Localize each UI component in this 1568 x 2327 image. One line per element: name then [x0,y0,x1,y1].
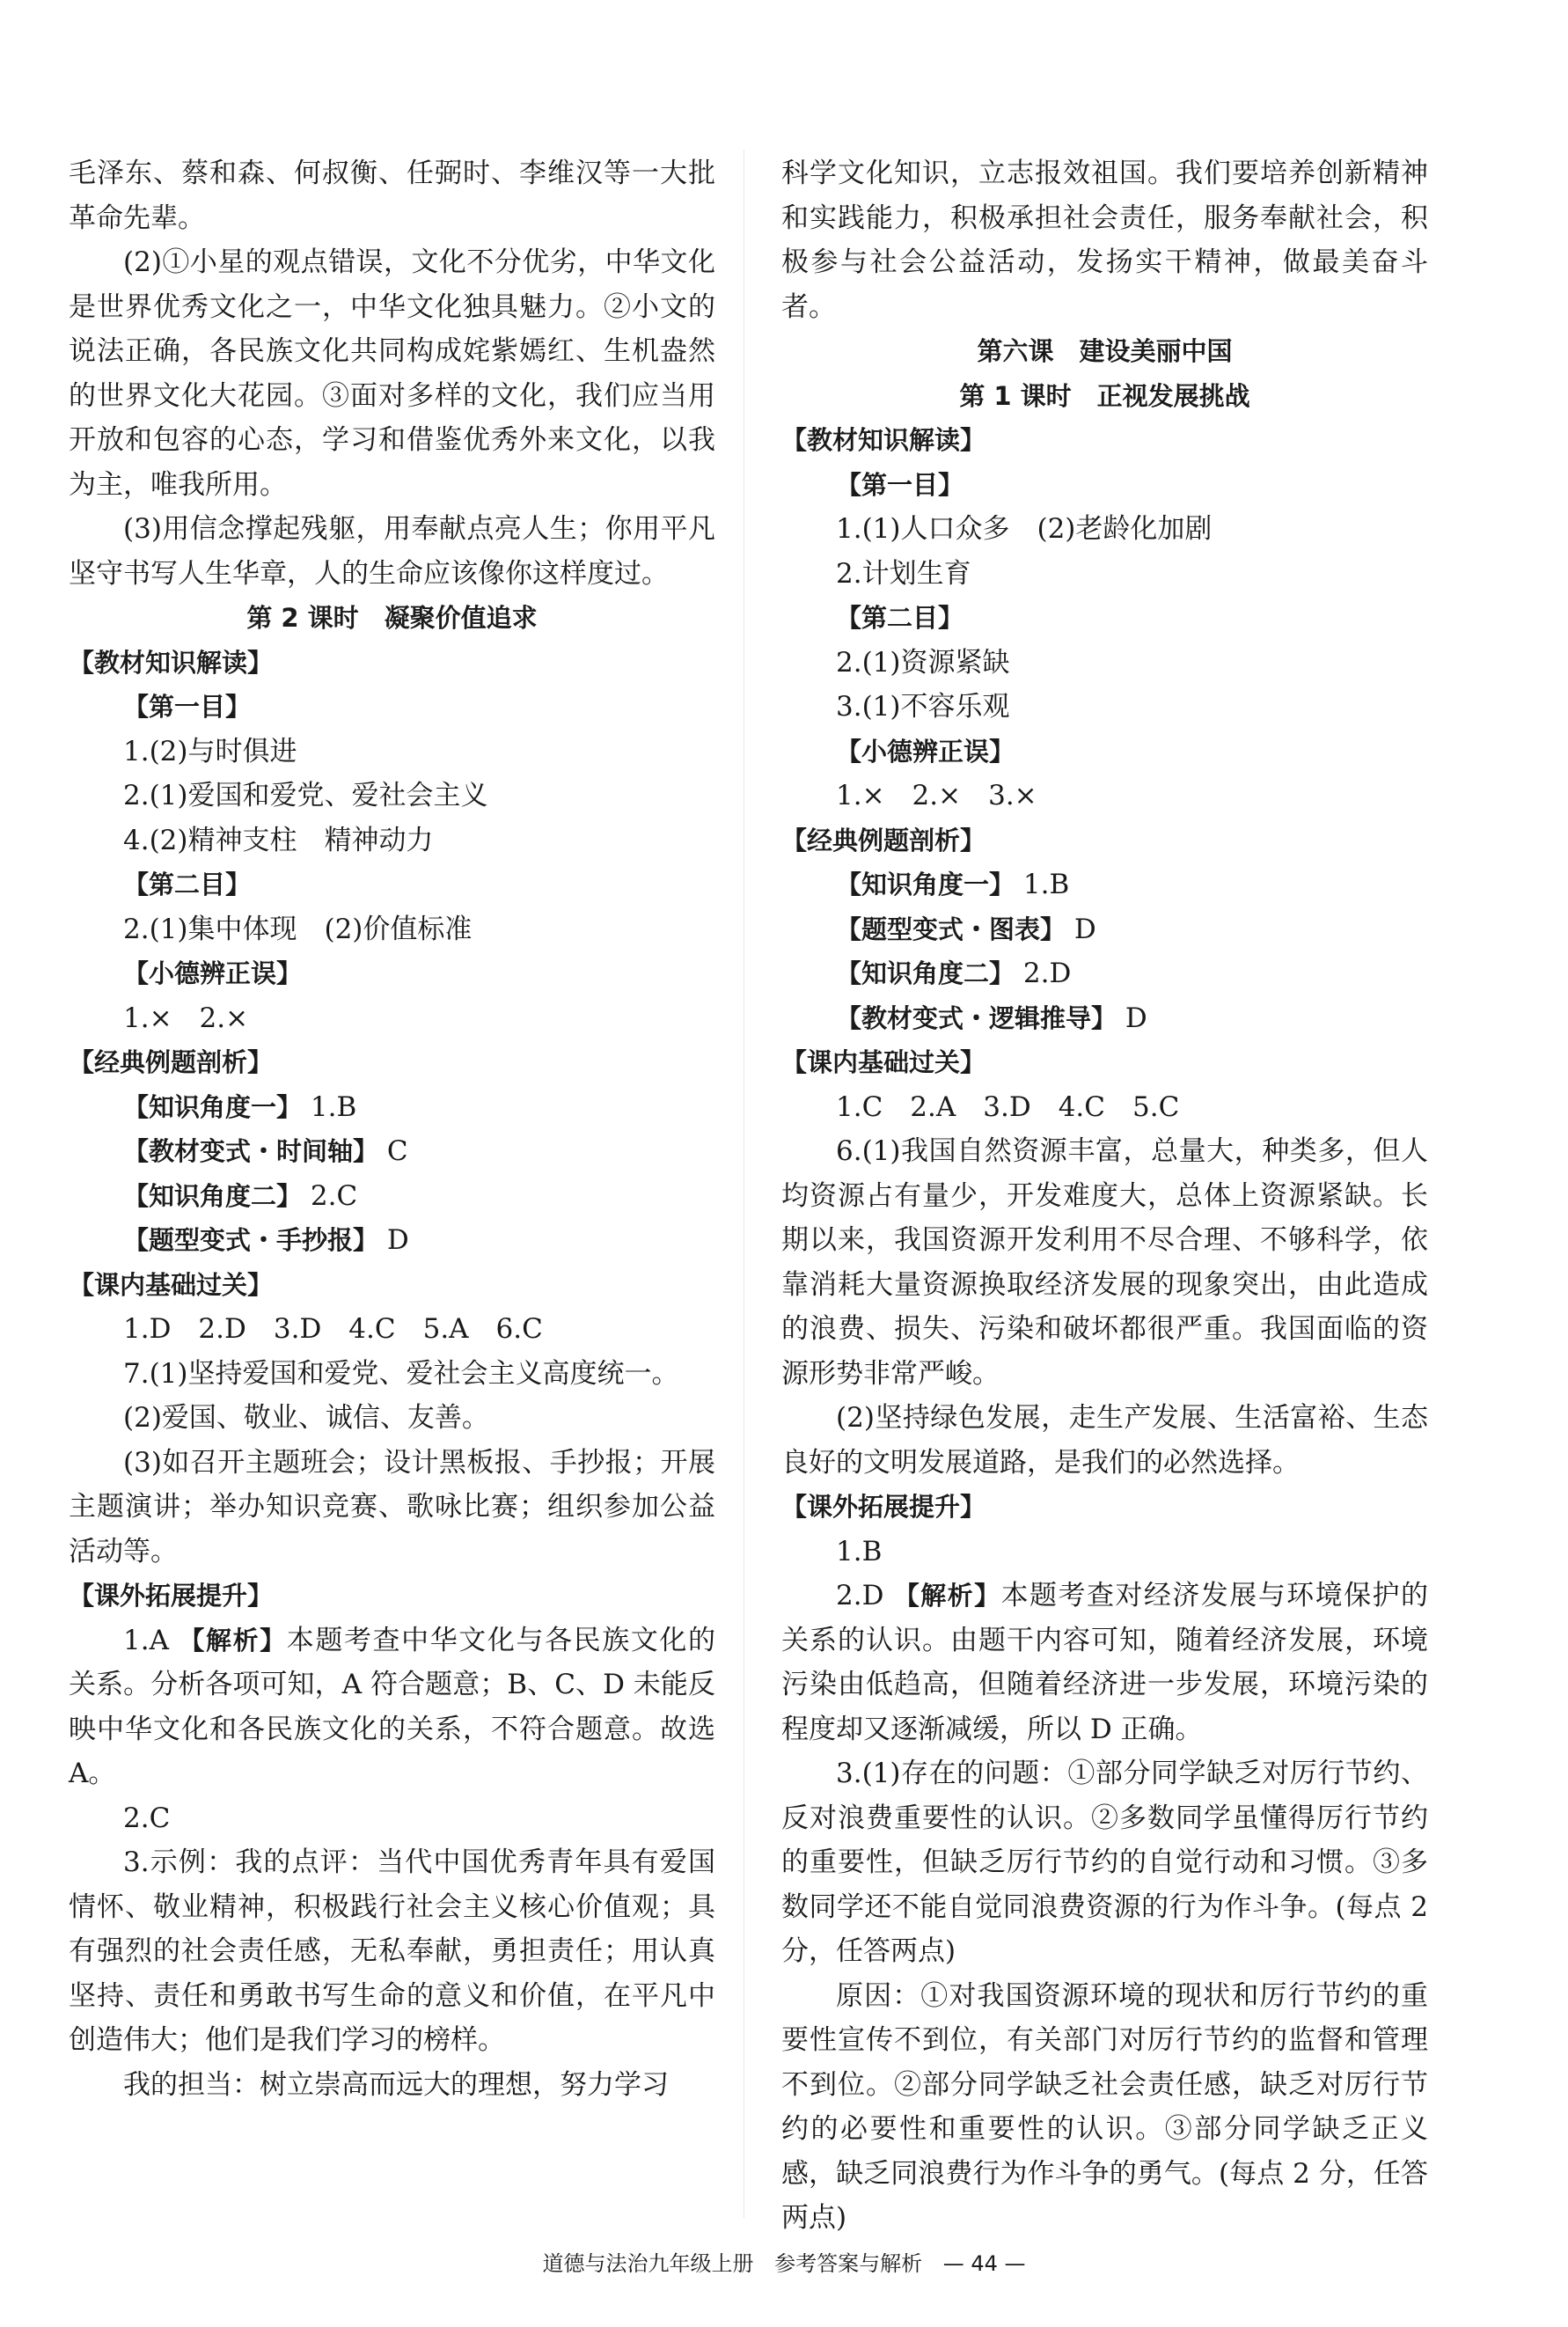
answer-text: (2)①小星的观点错误，文化不分优劣，中华文化是世界优秀文化之一，中华文化独具魅力。②小文的说法正确，各民族文化共同构成姹紫嫣红、生机盎然的世界文化大花园。③面对多样的文化，我们应当用开放和包容的心态，学习和借鉴优秀外来文化，以我为主，唯我所用。 [69,246,715,501]
answer-value: 2.D [836,1580,884,1611]
answer-value: 2.C [310,1179,358,1212]
section-heading: 【课外拓展提升】 [781,1492,986,1522]
answer-value: D [1073,913,1096,945]
analysis-tag: 【解析】 [893,1581,1001,1611]
answer-text: 科学文化知识，立志报效祖国。我们要培养创新精神和实践能力，积极承担社会责任，服务奉献社会，积极参与社会公益活动，发扬实干精神，做最美奋斗者。 [781,158,1428,323]
section-heading: 【经典例题剖析】 [781,825,986,855]
section-heading: 【课内基础过关】 [781,1047,986,1077]
answer-text [69,1619,715,1796]
answer-line: 2.(1)资源紧缺 [836,646,1010,679]
answer-line [69,1218,715,1263]
answer-line [69,1129,715,1174]
answer-value: D [1125,1002,1147,1034]
answer-line [781,996,1428,1041]
answer-line: 1.D 2.D 3.D 4.C 5.A 6.C [123,1313,543,1345]
section-heading: 【课内基础过关】 [69,1269,274,1300]
footer-section: 参考答案与解析 [774,2251,923,2276]
answer-text: (2)爱国、敬业、诚信、友善。 [123,1402,489,1434]
answer-value: 1.A [123,1624,169,1656]
subsection-heading: 【第二目】 [123,870,252,899]
answer-line [781,863,1428,907]
answer-line [781,907,1428,952]
answer-text [781,1574,1428,1751]
answer-line: 2.(1)爱国和爱党、爱社会主义 [123,780,488,811]
subsection-heading: 【第二目】 [836,603,964,633]
lesson-title: 第 1 课时 正视发展挑战 [959,380,1250,411]
answer-text: 毛泽东、蔡和森、何叔衡、任弼时、李维汉等一大批革命先辈。 [69,158,715,234]
answer-line [69,1174,715,1219]
answer-line: 1.(2)与时俱进 [123,735,297,767]
answer-line: 2.计划生育 [836,557,971,590]
answer-line: 2.(1)集中体现 (2)价值标准 [123,913,473,945]
question-tag: 【知识角度一】 [123,1091,303,1122]
question-tag: 【教材变式・逻辑推导】 [836,1002,1117,1033]
answer-text: 2.C [123,1802,171,1834]
answer-line [781,951,1428,996]
subsection-heading: 【小德辨正误】 [123,958,303,988]
answer-line [69,1085,715,1130]
question-tag: 【知识角度二】 [836,958,1015,988]
answer-text: 我的担当：树立崇高而远大的理想，努力学习 [123,2068,669,2101]
question-tag: 【题型变式・手抄报】 [123,1225,379,1255]
section-heading: 【教材知识解读】 [781,425,986,455]
section-heading: 【教材知识解读】 [69,647,274,678]
question-tag: 【教材变式・时间轴】 [123,1136,379,1166]
answer-text: 原因：①对我国资源环境的现状和厉行节约的重要性宣传不到位，有关部门对厉行节约的监督和管理不到位。②部分同学缺乏社会责任感，缺乏对厉行节约的必要性和重要性的认识。③部分同学缺乏正义感，缺乏同浪费行为作斗争的勇气。(每点 2 分，任答两点) [781,1979,1428,2234]
page-number: — 44 — [942,2251,1026,2276]
answer-text: 3.(1)存在的问题：①部分同学缺乏对厉行节约、反对浪费重要性的认识。②多数同学虽懂得厉行节约的重要性，但缺乏厉行节约的自觉行动和习惯。③多数同学还不能自觉同浪费资源的行为作斗争。(每点 2 分，任答两点) [781,1758,1428,1967]
answer-line: 1.(1)人口众多 (2)老龄化加剧 [836,513,1213,545]
right-column [781,151,1428,2241]
answer-text: (3)用信念撑起残躯，用奉献点亮人生；你用平凡坚守书写人生华章，人的生命应该像你这样度过。 [69,513,715,590]
answer-value: 1.B [310,1090,357,1123]
answer-text: (3)如召开主题班会；设计黑板报、手抄报；开展主题演讲；举办知识竞赛、歌咏比赛；组织参加公益活动等。 [69,1446,715,1567]
section-heading: 【经典例题剖析】 [69,1047,274,1077]
analysis-tag: 【解析】 [179,1625,287,1655]
answer-text: 3.示例：我的点评：当代中国优秀青年具有爱国情怀、敬业精神，积极践行社会主义核心价值观；具有强烈的社会责任感，无私奉献，勇担责任；用认真坚持、责任和勇敢书写生命的意义和价值，在平凡中创造伟大；他们是我们学习的榜样。 [69,1846,715,2056]
subsection-heading: 【第一目】 [836,469,964,500]
answer-value: D [386,1224,409,1256]
answer-value: 2.D [1022,958,1072,989]
subsection-heading: 【小德辨正误】 [836,736,1015,767]
answer-value: 1.B [1022,869,1070,900]
answer-text: (2)坚持绿色发展，走生产发展、生活富裕、生态良好的文明发展道路，是我们的必然选择。 [781,1402,1428,1479]
answer-line: 1.B [836,1535,883,1567]
question-tag: 【知识角度二】 [123,1180,303,1211]
unit-title: 第六课 建设美丽中国 [977,336,1233,366]
answer-line: 1.C 2.A 3.D 4.C 5.C [836,1090,1180,1123]
answer-line: 3.(1)不容乐观 [836,691,1010,723]
answer-line: 4.(2)精神支柱 精神动力 [123,824,434,856]
answer-line: 1.× 2.× [123,1002,249,1034]
question-tag: 【知识角度一】 [836,870,1015,899]
subsection-heading: 【第一目】 [123,692,252,722]
left-column [69,151,715,2107]
analysis-text: 本题考查中华文化与各民族文化的关系。分析各项可知，A 符合题意；B、C、D 未能反映中华文化和各民族文化的关系，不符合题意。故选 A。 [69,1624,716,1789]
answer-text: 7.(1)坚持爱国和爱党、爱社会主义高度统一。 [123,1357,679,1390]
answer-value: C [386,1135,408,1167]
section-heading: 【课外拓展提升】 [69,1581,274,1611]
answer-line: 1.× 2.× 3.× [836,780,1037,811]
page-footer [0,2246,1568,2277]
analysis-text: 本题考查对经济发展与环境保护的关系的认识。由题干内容可知，随着经济发展，环境污染由低趋高，但随着经济进一步发展，环境污染的程度却又逐渐减缓，所以 D 正确。 [781,1580,1428,1745]
footer-book-title: 道德与法治九年级上册 [542,2251,754,2276]
answer-text: 6.(1)我国自然资源丰富，总量大，种类多，但人均资源占有量少，开发难度大，总体上资源紧缺。长期以来，我国资源开发利用不尽合理、不够科学，依靠消耗大量资源换取经济发展的现象突出，由此造成的浪费、损失、污染和破坏都很严重。我国面临的资源形势非常严峻。 [781,1135,1428,1390]
lesson-title: 第 2 课时 凝聚价值追求 [246,603,538,633]
question-tag: 【题型变式・图表】 [836,914,1066,944]
